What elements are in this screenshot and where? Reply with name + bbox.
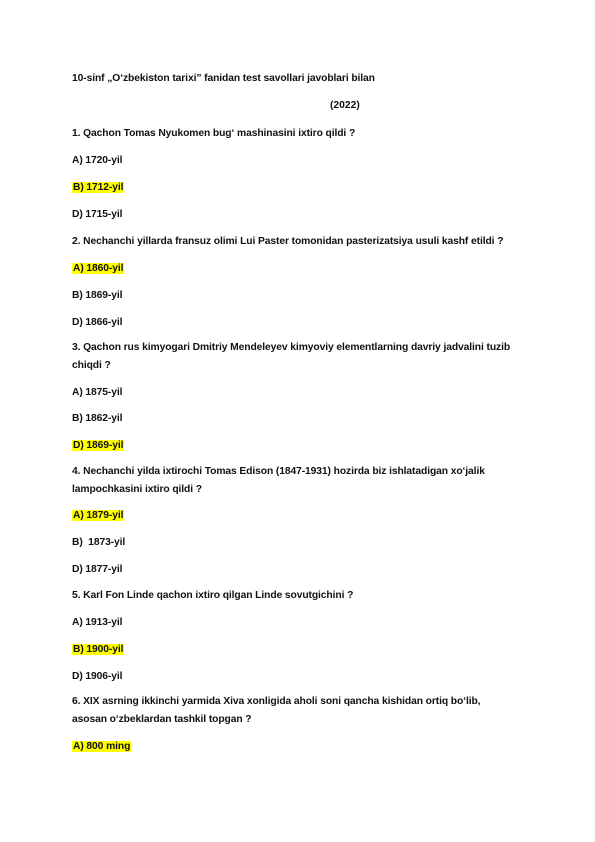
question-5: 5. Karl Fon Linde qachon ixtiro qilgan Linde sovutgichini ? xyxy=(72,590,354,601)
highlighted-answer: B) 1712-yil xyxy=(73,182,124,193)
highlighted-answer: D) 1869-yil xyxy=(73,440,124,451)
highlighted-answer: A) 1860-yil xyxy=(73,263,124,274)
question-1-option-b-correct xyxy=(72,181,124,194)
document-year: (2022) xyxy=(330,100,360,111)
question-5-option-b-correct xyxy=(72,643,124,656)
highlighted-answer: A) 800 ming xyxy=(73,741,131,752)
question-5-option-a xyxy=(72,616,122,629)
option-text: B) 1862-yil xyxy=(72,413,123,424)
option-text: A) 1913-yil xyxy=(72,617,123,628)
highlighted-answer: A) 1879-yil xyxy=(73,510,124,521)
highlighted-answer: B) 1900-yil xyxy=(73,644,124,655)
question-3-option-b xyxy=(72,412,122,425)
question-4-option-a-correct xyxy=(72,509,124,522)
question-1-option-a xyxy=(72,154,122,167)
option-text: A) 1720-yil xyxy=(72,155,123,166)
question-4: 4. Nechanchi yilda ixtirochi Tomas Edison (1847-1931) hozirda biz ishlatadigan xo‘jalik lampochkasini ixtiro qildi ? xyxy=(72,466,485,495)
question-3: 3. Qachon rus kimyogari Dmitriy Mendeleyev kimyoviy elementlarning davriy jadvalini tuzib chiqdi ? xyxy=(72,342,511,371)
question-3-option-d-correct xyxy=(72,439,124,452)
option-text: B) 1869-yil xyxy=(72,290,123,301)
question-4-option-b xyxy=(72,536,125,549)
question-2-option-d xyxy=(72,316,122,329)
option-text: D) 1715-yil xyxy=(72,209,123,220)
option-text: D) 1906-yil xyxy=(72,671,123,682)
question-2-option-a-correct xyxy=(72,262,124,275)
question-1-option-d xyxy=(72,208,122,221)
question-3-option-a xyxy=(72,386,122,399)
option-text: A) 1875-yil xyxy=(72,387,123,398)
option-text: D) 1866-yil xyxy=(72,317,123,328)
question-2-option-b xyxy=(72,289,122,302)
question-5-option-d xyxy=(72,670,122,683)
question-6: 6. XIX asrning ikkinchi yarmida Xiva xonligida aholi soni qancha kishidan ortiq bo‘lib, asosan o‘zbeklardan tashkil topgan ? xyxy=(72,696,481,725)
question-6-option-a-correct xyxy=(72,740,131,753)
question-2: 2. Nechanchi yillarda fransuz olimi Lui Paster tomonidan pasterizatsiya usuli kashf etildi ? xyxy=(72,236,504,247)
question-4-option-d xyxy=(72,563,122,576)
option-text: B) 1873-yil xyxy=(72,537,126,548)
option-text: D) 1877-yil xyxy=(72,564,123,575)
document-title: 10-sinf „O‘zbekiston tarixi” fanidan test savollari javoblari bilan xyxy=(72,73,375,84)
question-1: 1. Qachon Tomas Nyukomen bug‘ mashinasini ixtiro qildi ? xyxy=(72,128,356,139)
